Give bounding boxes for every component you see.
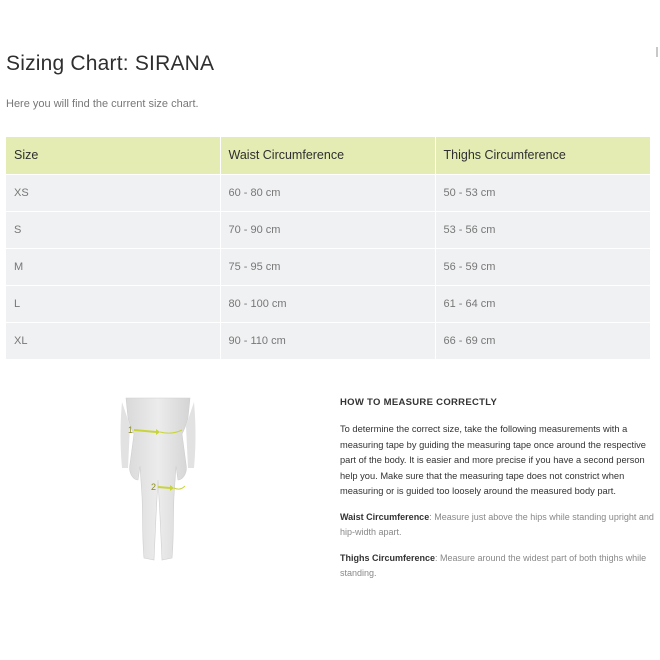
header-thighs: Thighs Circumference — [435, 137, 650, 174]
header-size: Size — [6, 137, 220, 174]
cell-thighs: 56 - 59 cm — [435, 248, 650, 285]
body-measurement-figure — [118, 396, 198, 566]
table-header-row — [6, 137, 650, 174]
thighs-definition-text: : Measure around the widest part of both thighs while standing. — [340, 552, 647, 578]
table-row — [6, 322, 650, 359]
cell-thighs: 66 - 69 cm — [435, 322, 650, 359]
scrollbar-indicator[interactable] — [656, 47, 658, 57]
instructions-body: To determine the correct size, take the following measurements with a measuring tape by guiding the measuring tape once around the respective part of the body. It is easier and more precise if you have a second person help you. Make sure that the measuring tape does not constrict when measuring or is guided too loosely around the measured body part. — [340, 424, 646, 496]
cell-size: L — [6, 285, 220, 322]
header-waist: Waist Circumference — [220, 137, 435, 174]
cell-size: M — [6, 248, 220, 285]
cell-waist: 80 - 100 cm — [220, 285, 435, 322]
cell-thighs: 53 - 56 cm — [435, 211, 650, 248]
cell-size: XS — [6, 174, 220, 211]
thigh-marker-number: 2 — [151, 482, 157, 492]
waist-definition-label: Waist Circumference — [340, 511, 430, 522]
table-row — [6, 248, 650, 285]
intro-text: Here you will find the current size chart. — [6, 98, 199, 110]
waist-definition — [340, 510, 655, 541]
thighs-definition-label: Thighs Circumference — [340, 552, 436, 563]
size-chart-table — [6, 137, 650, 359]
instructions-title: HOW TO MEASURE CORRECTLY — [340, 397, 498, 408]
table-row — [6, 211, 650, 248]
cell-thighs: 61 - 64 cm — [435, 285, 650, 322]
page-title: Sizing Chart: SIRANA — [6, 52, 215, 75]
cell-thighs: 50 - 53 cm — [435, 174, 650, 211]
waist-marker-number: 1 — [128, 425, 134, 435]
cell-waist: 60 - 80 cm — [220, 174, 435, 211]
cell-size: S — [6, 211, 220, 248]
cell-size: XL — [6, 322, 220, 359]
thighs-definition — [340, 551, 655, 582]
cell-waist: 75 - 95 cm — [220, 248, 435, 285]
thigh-arrow — [158, 487, 170, 488]
cell-waist: 90 - 110 cm — [220, 322, 435, 359]
torso-shape — [126, 398, 190, 560]
table-row — [6, 174, 650, 211]
cell-waist: 70 - 90 cm — [220, 211, 435, 248]
thigh-tape — [174, 486, 185, 489]
waist-definition-text: : Measure just above the hips while standing upright and hip-width apart. — [340, 511, 654, 537]
measuring-instructions — [340, 397, 655, 592]
table-row — [6, 285, 650, 322]
